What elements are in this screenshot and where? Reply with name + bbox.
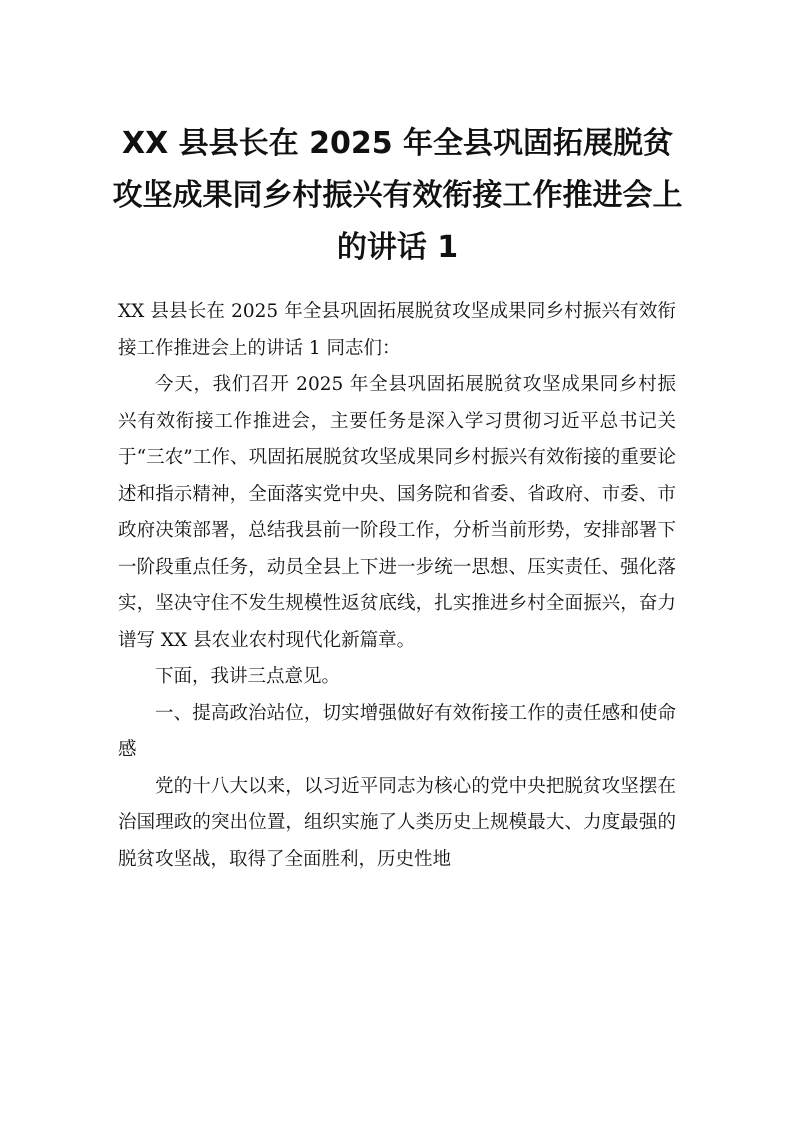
section-1-paragraph: 党的十八大以来，以习近平同志为核心的党中央把脱贫攻坚摆在治国理政的突出位置，组织实施了人类历史上规模最大、力度最强的脱贫攻坚战，取得了全面胜利，历史性地 <box>118 775 676 870</box>
section-heading-1: 一、提高政治站位，切实增强做好有效衔接工作的责任感和使命感 <box>118 702 676 760</box>
intro-paragraph: 今天，我们召开 2025 年全县巩固拓展脱贫攻坚成果同乡村振兴有效衔接工作推进会，主要任务是深入学习贯彻习近平总书记关于“三农”工作、巩固拓展脱贫攻坚成果同乡村振兴有效衔接的重要论述和指示精神，全面落实党中央、国务院和省委、省政府、市委、市政府决策部署，总结我县前一阶段工作，分析当前形势，安排部署下一阶段重点任务，动员全县上下进一步统一思想、压实责任、强化落实，坚决守住不发生规模性返贫底线，扎实推进乡村全面振兴，奋力谱写 XX 县农业农村现代化新篇章。 <box>118 374 676 651</box>
document-title: XX 县县长在 2025 年全县巩固拓展脱贫攻坚成果同乡村振兴有效衔接工作推进会上的讲话 1 <box>112 126 683 265</box>
document-body <box>118 294 676 878</box>
salutation-paragraph: XX 县县长在 2025 年全县巩固拓展脱贫攻坚成果同乡村振兴有效衔接工作推进会上的讲话 1 同志们： <box>118 301 676 359</box>
transition-paragraph: 下面，我讲三点意见。 <box>155 666 341 687</box>
